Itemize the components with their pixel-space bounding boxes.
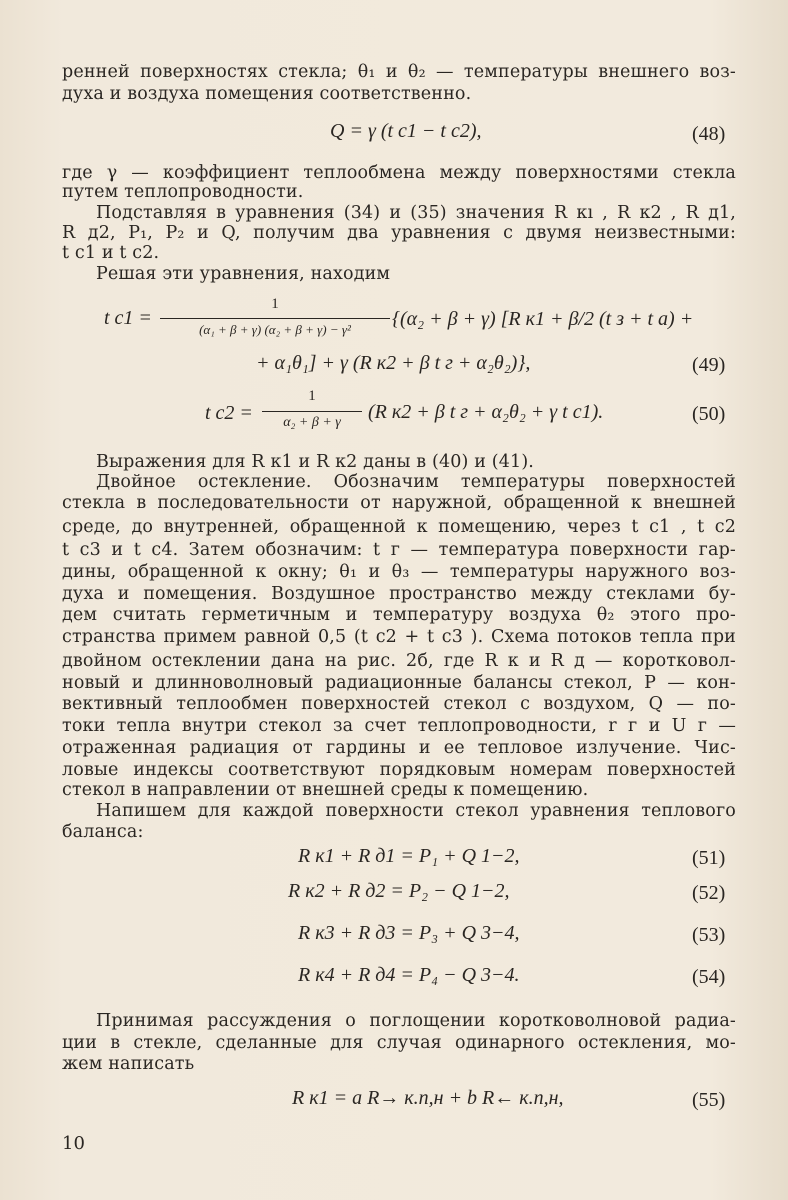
text-line: жем написать: [62, 1054, 195, 1074]
equation-53: R к3 + R д3 = P₃ + Q 3−4,: [298, 922, 520, 944]
text-line: странства примем равной 0,5 (t c2 + t c3 ). Схема потоков тепла при: [62, 627, 736, 647]
equation-number: (53): [692, 924, 726, 946]
equation-50-lhs: t c2 =: [205, 402, 253, 424]
equation-number: (54): [692, 966, 726, 988]
text-line: духа и воздуха помещения соответственно.: [62, 84, 472, 104]
text-line: R д2, P₁, P₂ и Q, получим два уравнения с двумя неизвестными:: [62, 223, 736, 243]
fraction-bar: [160, 318, 390, 319]
text-line: стекла в последовательности от наружной, обращенной к внешней: [62, 493, 736, 513]
text-line: отраженная радиация от гардины и ее тепловое излучение. Чис-: [62, 738, 736, 758]
text-line: t c1 и t c2.: [62, 243, 160, 263]
page-number: 10: [62, 1133, 85, 1154]
text-line: Решая эти уравнения, находим: [96, 264, 391, 284]
text-line: дины, обращенной к окну; θ₁ и θ₃ — температуры наружного воз-: [62, 562, 736, 582]
fraction-bar: [262, 411, 362, 412]
fraction-denominator: α₂ + β + γ: [283, 415, 341, 430]
equation-55: R к1 = a R→ к.п,н + b R← к.п,н,: [292, 1087, 564, 1109]
text-line: Выражения для R к1 и R к2 даны в (40) и (41).: [96, 452, 535, 472]
text-line: Напишем для каждой поверхности стекол уравнения теплового: [96, 801, 736, 821]
text-line: Принимая рассуждения о поглощении коротковолновой радиа-: [96, 1011, 736, 1031]
text-line: Двойное остекление. Обозначим температуры поверхностей: [96, 472, 736, 492]
equation-51: R к1 + R д1 = P₁ + Q 1−2,: [298, 845, 520, 867]
equation-number: (51): [692, 847, 726, 869]
text-line: стекол в направлении от внешней среды к помещению.: [62, 780, 589, 800]
equation-number: (52): [692, 882, 726, 904]
text-line: баланса:: [62, 822, 144, 842]
equation-54: R к4 + R д4 = P₄ − Q 3−4.: [298, 964, 520, 986]
text-line: t c3 и t c4. Затем обозначим: t г — температура поверхности гар-: [62, 540, 736, 560]
text-line: дем считать герметичным и температуру воздуха θ₂ этого про-: [62, 605, 736, 625]
text-line: где γ — коэффициент теплообмена между поверхностями стекла: [62, 163, 736, 183]
equation-49-rhs: {(α₂ + β + γ) [R к1 + β/2 (t з + t а) +: [392, 308, 694, 330]
text-line: ции в стекле, сделанные для случая одинарного остекления, мо-: [62, 1033, 736, 1053]
text-line: токи тепла внутри стекол за счет теплопроводности, r г и U г —: [62, 716, 736, 736]
fraction-numerator: 1: [271, 296, 279, 312]
equation-48: Q = γ (t c1 − t c2),: [330, 120, 482, 142]
text-line: среде, до внутренней, обращенной к помещению, через t c1 , t c2: [62, 517, 736, 537]
equation-49-lhs: t c1 =: [104, 307, 152, 329]
equation-50-rhs: (R к2 + β t г + α₂θ₂ + γ t c1).: [368, 401, 604, 423]
text-line: духа и помещения. Воздушное пространство между стеклами бу-: [62, 584, 736, 604]
fraction-numerator: 1: [308, 388, 316, 404]
text-line: путем теплопроводности.: [62, 182, 304, 202]
equation-number: (49): [692, 354, 726, 376]
equation-number: (50): [692, 403, 726, 425]
text-line: ловые индексы соответствуют порядковым номерам поверхностей: [62, 760, 736, 780]
equation-number: (48): [692, 123, 726, 145]
equation-number: (55): [692, 1089, 726, 1111]
text-line: вективный теплообмен поверхностей стекол с воздухом, Q — по-: [62, 694, 736, 714]
fraction-denominator: (α₁ + β + γ) (α₂ + β + γ) − γ²: [199, 322, 351, 337]
equation-52: R к2 + R д2 = P₂ − Q 1−2,: [288, 880, 510, 902]
equation-49-rhs: + α₁θ₁] + γ (R к2 + β t г + α₂θ₂)},: [256, 352, 531, 374]
text-line: ренней поверхностях стекла; θ₁ и θ₂ — температуры внешнего воз-: [62, 62, 736, 82]
text-line: Подставляя в уравнения (34) и (35) значения R кı , R к2 , R д1,: [96, 203, 736, 223]
text-line: новый и длинноволновый радиационные балансы стекол, P — кон-: [62, 673, 736, 693]
text-line: двойном остеклении дана на рис. 2б, где R к и R д — коротковол-: [62, 651, 736, 671]
